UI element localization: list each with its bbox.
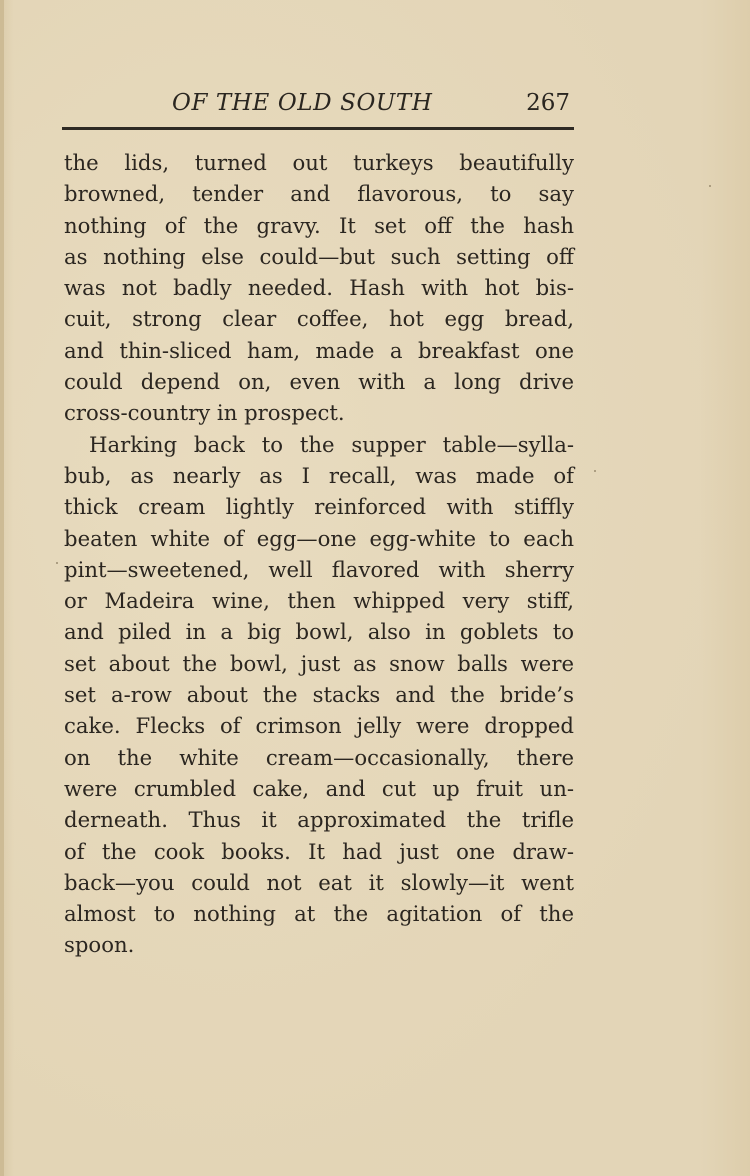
text-line: pint—sweetened, well flavored with sherry (64, 556, 574, 582)
running-head-title: OF THE OLD SOUTH (172, 90, 433, 116)
text-line: bub, as nearly as I recall, was made of (64, 462, 574, 488)
paragraph-1 (64, 147, 574, 429)
paper-speck (56, 562, 58, 564)
paragraph-2 (64, 429, 574, 961)
paper-speck (709, 185, 711, 187)
text-line: back—you could not eat it slowly—it went (64, 869, 574, 895)
text-line: of the cook books. It had just one draw- (64, 838, 574, 864)
text-line: spoon. (64, 932, 135, 958)
text-line: on the white cream—occasionally, there (64, 744, 574, 770)
text-line: cross-country in prospect. (64, 400, 345, 426)
text-line: Harking back to the supper table—sylla- (89, 431, 574, 457)
text-line: thick cream lightly reinforced with stiffly (64, 494, 574, 520)
text-line: beaten white of egg—one egg-white to each (64, 525, 574, 551)
text-line: as nothing else could—but such setting off (64, 243, 574, 269)
text-line: cuit, strong clear coffee, hot egg bread, (64, 306, 574, 332)
running-head (62, 88, 574, 126)
text-line: set a-row about the stacks and the bride’s (64, 682, 574, 708)
page-gutter-edge (0, 0, 4, 1176)
paper-speck (594, 470, 596, 472)
text-line: browned, tender and flavorous, to say (64, 181, 574, 207)
text-line: set about the bowl, just as snow balls were (64, 650, 574, 676)
text-line: and piled in a big bowl, also in goblets to (64, 619, 574, 645)
text-line: nothing of the gravy. It set off the hash (64, 212, 574, 238)
text-line: were crumbled cake, and cut up fruit un- (64, 775, 574, 801)
text-line: and thin-sliced ham, made a breakfast one (64, 337, 574, 363)
text-line: was not badly needed. Hash with hot bis- (64, 275, 574, 301)
body-text (64, 147, 574, 961)
text-line: could depend on, even with a long drive (64, 369, 574, 395)
page-number: 267 (526, 90, 570, 116)
text-line: cake. Flecks of crimson jelly were dropped (64, 713, 574, 739)
text-line: derneath. Thus it approximated the trifle (64, 807, 574, 833)
header-rule (62, 127, 574, 130)
text-line: the lids, turned out turkeys beautifully (64, 150, 574, 175)
text-line: or Madeira wine, then whipped very stiff, (64, 588, 574, 614)
text-line: almost to nothing at the agitation of the (64, 901, 574, 927)
